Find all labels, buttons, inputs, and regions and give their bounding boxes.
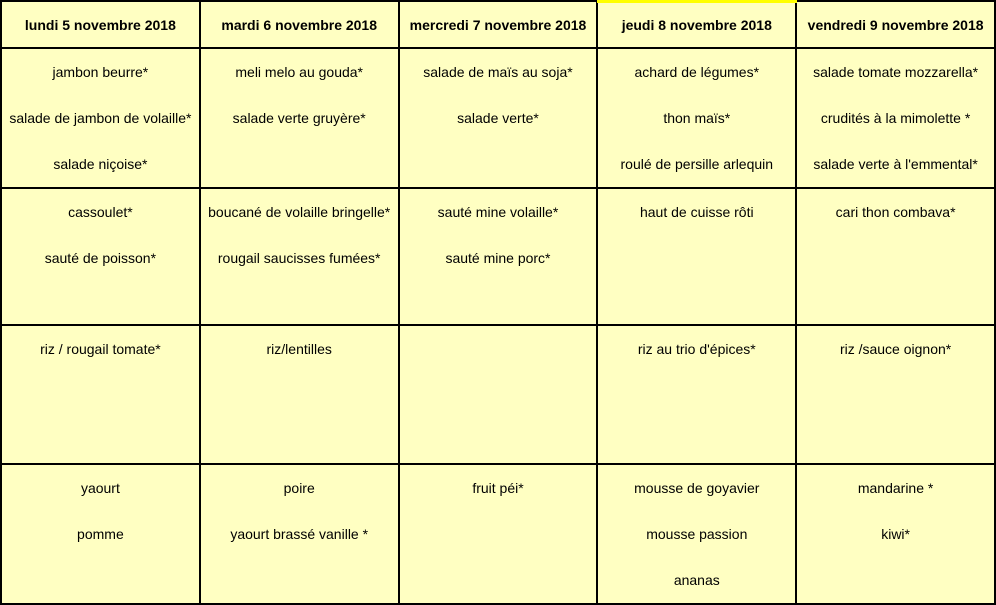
day-header-row — [1, 1, 995, 48]
main-row — [1, 188, 995, 325]
dish-item: riz /sauce oignon* — [839, 341, 952, 357]
dish-item: salade verte* — [457, 110, 539, 126]
dish-item: salade verte à l'emmental* — [813, 156, 978, 172]
dish-item: salade de jambon de volaille* — [9, 110, 192, 126]
dish-item: riz/lentilles — [266, 341, 332, 357]
dish-item: salade niçoise* — [53, 156, 148, 172]
side-cell-monday — [1, 325, 200, 464]
dish-item: fruit péi* — [472, 480, 524, 496]
main-cell-thursday — [597, 188, 796, 325]
side-cell-friday — [796, 325, 995, 464]
main-cell-tuesday — [200, 188, 399, 325]
dish-item: meli melo au gouda* — [235, 64, 364, 80]
main-cell-wednesday — [399, 188, 598, 325]
day-header-tuesday: mardi 6 novembre 2018 — [200, 1, 399, 48]
dish-item: riz / rougail tomate* — [40, 341, 161, 357]
dish-item: salade tomate mozzarella* — [813, 64, 979, 80]
dish-item: yaourt brassé vanille * — [230, 526, 369, 542]
dessert-cell-friday — [796, 464, 995, 604]
dish-item: ananas — [673, 572, 720, 588]
side-cell-tuesday — [200, 325, 399, 464]
dish-item: poire — [283, 480, 315, 496]
highlight-strip — [597, 0, 797, 3]
starter-cell-thursday — [597, 48, 796, 188]
starter-row — [1, 48, 995, 188]
dish-item: mandarine * — [857, 480, 934, 496]
day-header-friday: vendredi 9 novembre 2018 — [796, 1, 995, 48]
dish-item: jambon beurre* — [52, 64, 149, 80]
side-cell-wednesday — [399, 325, 598, 464]
dish-item: riz au trio d'épices* — [637, 341, 756, 357]
side-row — [1, 325, 995, 464]
dish-item: crudités à la mimolette * — [820, 110, 971, 126]
dessert-cell-tuesday — [200, 464, 399, 604]
dish-item: mousse de goyavier — [634, 480, 760, 496]
main-cell-monday — [1, 188, 200, 325]
dessert-row — [1, 464, 995, 604]
dish-item: sauté mine porc* — [445, 250, 551, 266]
day-header-monday: lundi 5 novembre 2018 — [1, 1, 200, 48]
dessert-cell-monday — [1, 464, 200, 604]
dish-item: mousse passion — [646, 526, 748, 542]
side-cell-thursday — [597, 325, 796, 464]
dish-item: thon maïs* — [663, 110, 731, 126]
dish-item: salade verte gruyère* — [232, 110, 366, 126]
dish-item: salade de maïs au soja* — [423, 64, 573, 80]
dish-item: rougail saucisses fumées* — [217, 250, 381, 266]
dish-item: kiwi* — [881, 526, 910, 542]
main-cell-friday — [796, 188, 995, 325]
dessert-cell-wednesday — [399, 464, 598, 604]
dessert-cell-thursday — [597, 464, 796, 604]
dish-item: sauté de poisson* — [44, 250, 157, 266]
dish-item: haut de cuisse rôti — [639, 204, 754, 220]
starter-cell-tuesday — [200, 48, 399, 188]
dish-item: cassoulet* — [68, 204, 133, 220]
dish-item: pomme — [77, 526, 124, 542]
dish-item: achard de légumes* — [634, 64, 760, 80]
dish-item: boucané de volaille bringelle* — [208, 204, 391, 220]
starter-cell-monday — [1, 48, 200, 188]
dish-item: roulé de persille arlequin — [620, 156, 774, 172]
dish-item: cari thon combava* — [835, 204, 956, 220]
starter-cell-friday — [796, 48, 995, 188]
day-header-thursday: jeudi 8 novembre 2018 — [597, 1, 796, 48]
starter-cell-wednesday — [399, 48, 598, 188]
dish-item: yaourt — [80, 480, 120, 496]
day-header-wednesday: mercredi 7 novembre 2018 — [399, 1, 598, 48]
dish-item: sauté mine volaille* — [437, 204, 559, 220]
